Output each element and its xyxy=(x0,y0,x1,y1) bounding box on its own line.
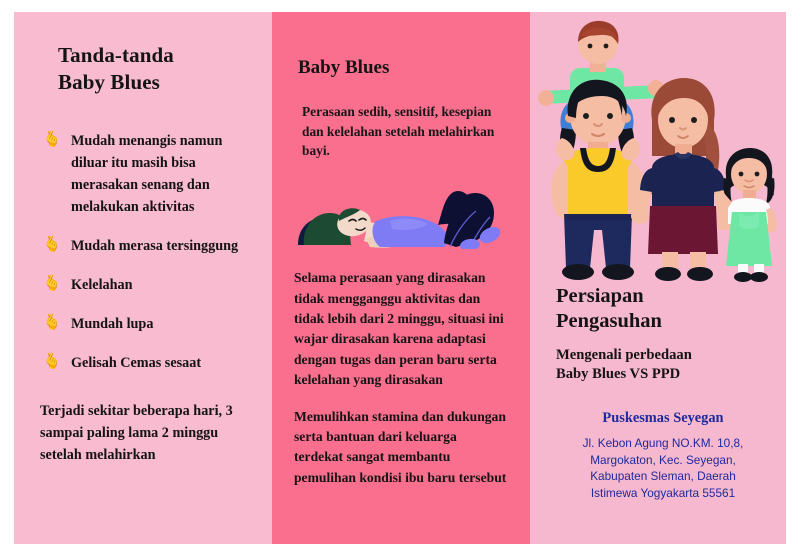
list-item xyxy=(40,235,250,257)
clinic-name: Puskesmas Seyegan xyxy=(602,410,724,427)
left-panel-footnote: Terjadi sekitar beberapa hari, 3 sampai paling lama 2 minggu setelah melahirkan xyxy=(40,402,233,463)
finger-heart-icon: 🫰 xyxy=(42,353,62,370)
address-line-3: Kabupaten Sleman, Daerah xyxy=(590,469,736,484)
sign-text: Mudah menangis namun diluar itu masih bisa merasakan senang dan melakukan aktivitas xyxy=(71,132,223,215)
cover-title xyxy=(556,284,770,335)
sign-text: Gelisah Cemas sesaat xyxy=(71,354,202,371)
family-of-four-illustration xyxy=(530,12,786,284)
cover-subtitle-line1: Mengenali perbedaan xyxy=(556,346,692,363)
clinic-address xyxy=(556,435,770,501)
finger-heart-icon: 🫰 xyxy=(42,314,62,331)
resting-mother-illustration xyxy=(294,177,508,254)
list-item xyxy=(40,313,250,335)
left-title-line1: Tanda-tanda xyxy=(58,43,174,67)
middle-panel-title: Baby Blues xyxy=(298,57,390,78)
finger-heart-icon: 🫰 xyxy=(42,236,62,253)
brochure-page xyxy=(14,12,786,544)
signs-list xyxy=(40,130,250,374)
list-item xyxy=(40,352,250,374)
middle-panel-lead: Perasaan sedih, sensitif, kesepian dan kelelahan setelah melahirkan bayi. xyxy=(302,103,495,159)
right-panel-text-block xyxy=(530,284,786,501)
address-line-4: Istimewa Yogyakarta 55561 xyxy=(590,485,736,500)
finger-heart-icon: 🫰 xyxy=(42,275,62,292)
cover-title-line1: Persiapan xyxy=(556,285,644,307)
sign-text: Kelelahan xyxy=(71,276,133,293)
cover-title-line2: Pengasuhan xyxy=(556,310,662,333)
finger-heart-icon: 🫰 xyxy=(42,131,62,148)
middle-panel-paragraph-1: Selama perasaan yang dirasakan tidak mengganggu aktivitas dan tidak lebih dari 2 minggu, situasi ini wajar dirasakan karena adaptasi dengan tugas dan peran baru serta kelelahan yang dirasakan xyxy=(294,270,504,388)
sign-text: Mundah lupa xyxy=(71,315,154,332)
list-item xyxy=(40,274,250,296)
address-line-2: Margokaton, Kec. Seyegan, xyxy=(590,452,736,467)
panel-middle-definition xyxy=(272,12,530,544)
panel-right-cover xyxy=(530,12,786,544)
panel-left-signs xyxy=(14,12,272,544)
address-line-1: Jl. Kebon Agung NO.KM. 10,8, xyxy=(582,436,744,451)
sign-text: Mudah merasa tersinggung xyxy=(71,237,239,254)
cover-subtitle xyxy=(556,346,770,385)
middle-panel-paragraph-2: Memulihkan stamina dan dukungan serta bantuan dari keluarga terdekat sangat membantu pemulihan kondisi ibu baru tersebut xyxy=(294,408,507,485)
cover-subtitle-line2: Baby Blues VS PPD xyxy=(556,366,681,383)
list-item xyxy=(40,130,250,218)
left-panel-title xyxy=(58,42,250,96)
left-title-line2: Baby Blues xyxy=(58,69,160,94)
